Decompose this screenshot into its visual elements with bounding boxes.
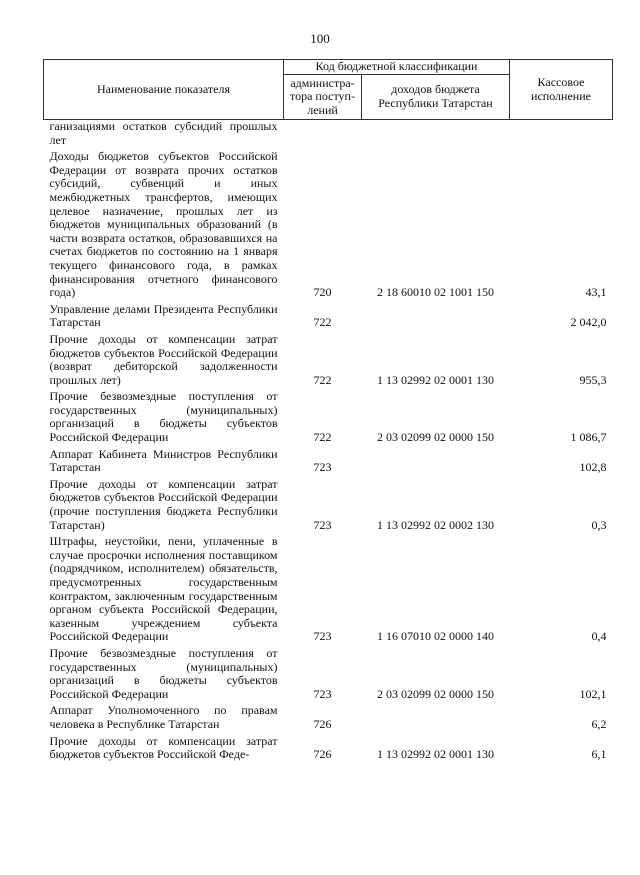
row-income-code: 2 18 60010 02 1001 150 [377, 285, 494, 300]
row-admin-code: 723 [313, 686, 332, 701]
header-income: доходов бюджета Республики Татарстан [362, 75, 510, 120]
table-row [44, 478, 613, 535]
row-name-cell: Прочие безвозмездные поступления от государственных (муниципальных) организаций в бюджеты субъектов Российской Федерации [49, 645, 278, 701]
table-body [44, 120, 613, 765]
row-income-code [362, 704, 510, 734]
row-amount: 6,1 [591, 747, 607, 762]
table-row [44, 647, 613, 704]
table-row [44, 303, 613, 333]
table-header [44, 60, 613, 120]
table-row [44, 535, 613, 647]
row-amount: 102,1 [579, 686, 607, 701]
row-admin-code: 723 [313, 460, 332, 475]
row-admin-code: 720 [313, 285, 332, 300]
row-amount: 1 086,7 [570, 430, 607, 445]
table-row [44, 735, 613, 765]
row-income-code [362, 303, 510, 333]
row-amount: 2 042,0 [570, 315, 607, 330]
table-row [44, 120, 613, 151]
header-name: Наименование показателя [44, 60, 284, 120]
row-income-code: 1 13 02992 02 0002 130 [377, 517, 494, 532]
table-row [44, 150, 613, 303]
row-amount: 6,2 [591, 716, 607, 731]
row-amount: 102,8 [579, 460, 607, 475]
row-income-code: 2 03 02099 02 0000 150 [377, 686, 494, 701]
row-income-code: 1 16 07010 02 0000 140 [377, 629, 494, 644]
row-name-cell: Аппарат Кабинета Министров Республики Татарстан [49, 446, 278, 475]
table-row [44, 390, 613, 447]
row-name-cell: Аппарат Уполномоченного по правам человека в Республике Татарстан [49, 703, 278, 731]
header-amount: Кассовое исполнение [510, 60, 613, 120]
row-name-cell: Прочие безвозмездные поступления от государственных (муниципальных) организаций в бюджеты субъектов Российской Федерации [49, 389, 278, 445]
row-income-code [362, 448, 510, 478]
row-admin-code: 722 [313, 430, 332, 445]
row-admin-code: 726 [313, 716, 332, 731]
row-admin-code: 722 [313, 372, 332, 387]
row-name-cell: Прочие доходы от компенсации затрат бюджетов субъектов Российской Феде- [49, 733, 278, 762]
row-admin-code: 726 [313, 747, 332, 762]
row-amount: 955,3 [579, 372, 607, 387]
row-name-cell: Прочие доходы от компенсации затрат бюджетов субъектов Российской Федерации (возврат дебиторской задолженности прошлых лет) [49, 331, 278, 387]
row-amount: 0,4 [591, 629, 607, 644]
table-row [44, 704, 613, 734]
row-name-cell: Доходы бюджетов субъектов Российской Федерации от возврата прочих остатков субсидий, субвенций и иных межбюджетных трансфертов, имеющих целевое назначение, прошлых лет из бюджетов муниципальных образований (в части возврата остатков, образовавшихся на счетах бюджетов по состоянию на 1 января текущего финансового года, в рамках финансирования отчетного финансового года) [49, 149, 278, 300]
row-admin-code: 723 [313, 629, 332, 644]
row-name-cell: ганизациями остатков субсидий прошлых лет [49, 119, 278, 147]
page-number: 100 [310, 31, 330, 46]
row-name-cell: Прочие доходы от компенсации затрат бюджетов субъектов Российской Федерации (прочие поступления бюджета Республики Татарстан) [49, 476, 278, 532]
row-admin-code [284, 120, 362, 151]
row-admin-code: 723 [313, 517, 332, 532]
row-income-code: 2 03 02099 02 0000 150 [377, 430, 494, 445]
row-amount [510, 120, 613, 151]
row-income-code: 1 13 02992 02 0001 130 [377, 747, 494, 762]
table-row [44, 333, 613, 390]
table-row [44, 448, 613, 478]
row-income-code: 1 13 02992 02 0001 130 [377, 372, 494, 387]
row-amount: 43,1 [585, 285, 607, 300]
header-admin: администра-тора поступ-лений [284, 75, 362, 120]
row-name-cell: Управление делами Президента Республики Татарстан [49, 301, 278, 330]
row-name-cell: Штрафы, неустойки, пени, уплаченные в случае просрочки исполнения поставщиком (подрядчиком, исполнителем) обязательств, предусмотренных государственным контрактом, заключенным государственным органом субъекта Российской Федерации, казенным учреждением субъекта Российской Федерации [49, 534, 278, 644]
row-admin-code: 722 [313, 315, 332, 330]
budget-table [43, 59, 613, 765]
row-amount: 0,3 [591, 517, 607, 532]
row-income-code [362, 120, 510, 151]
header-classification: Код бюджетной классификации [284, 60, 510, 75]
